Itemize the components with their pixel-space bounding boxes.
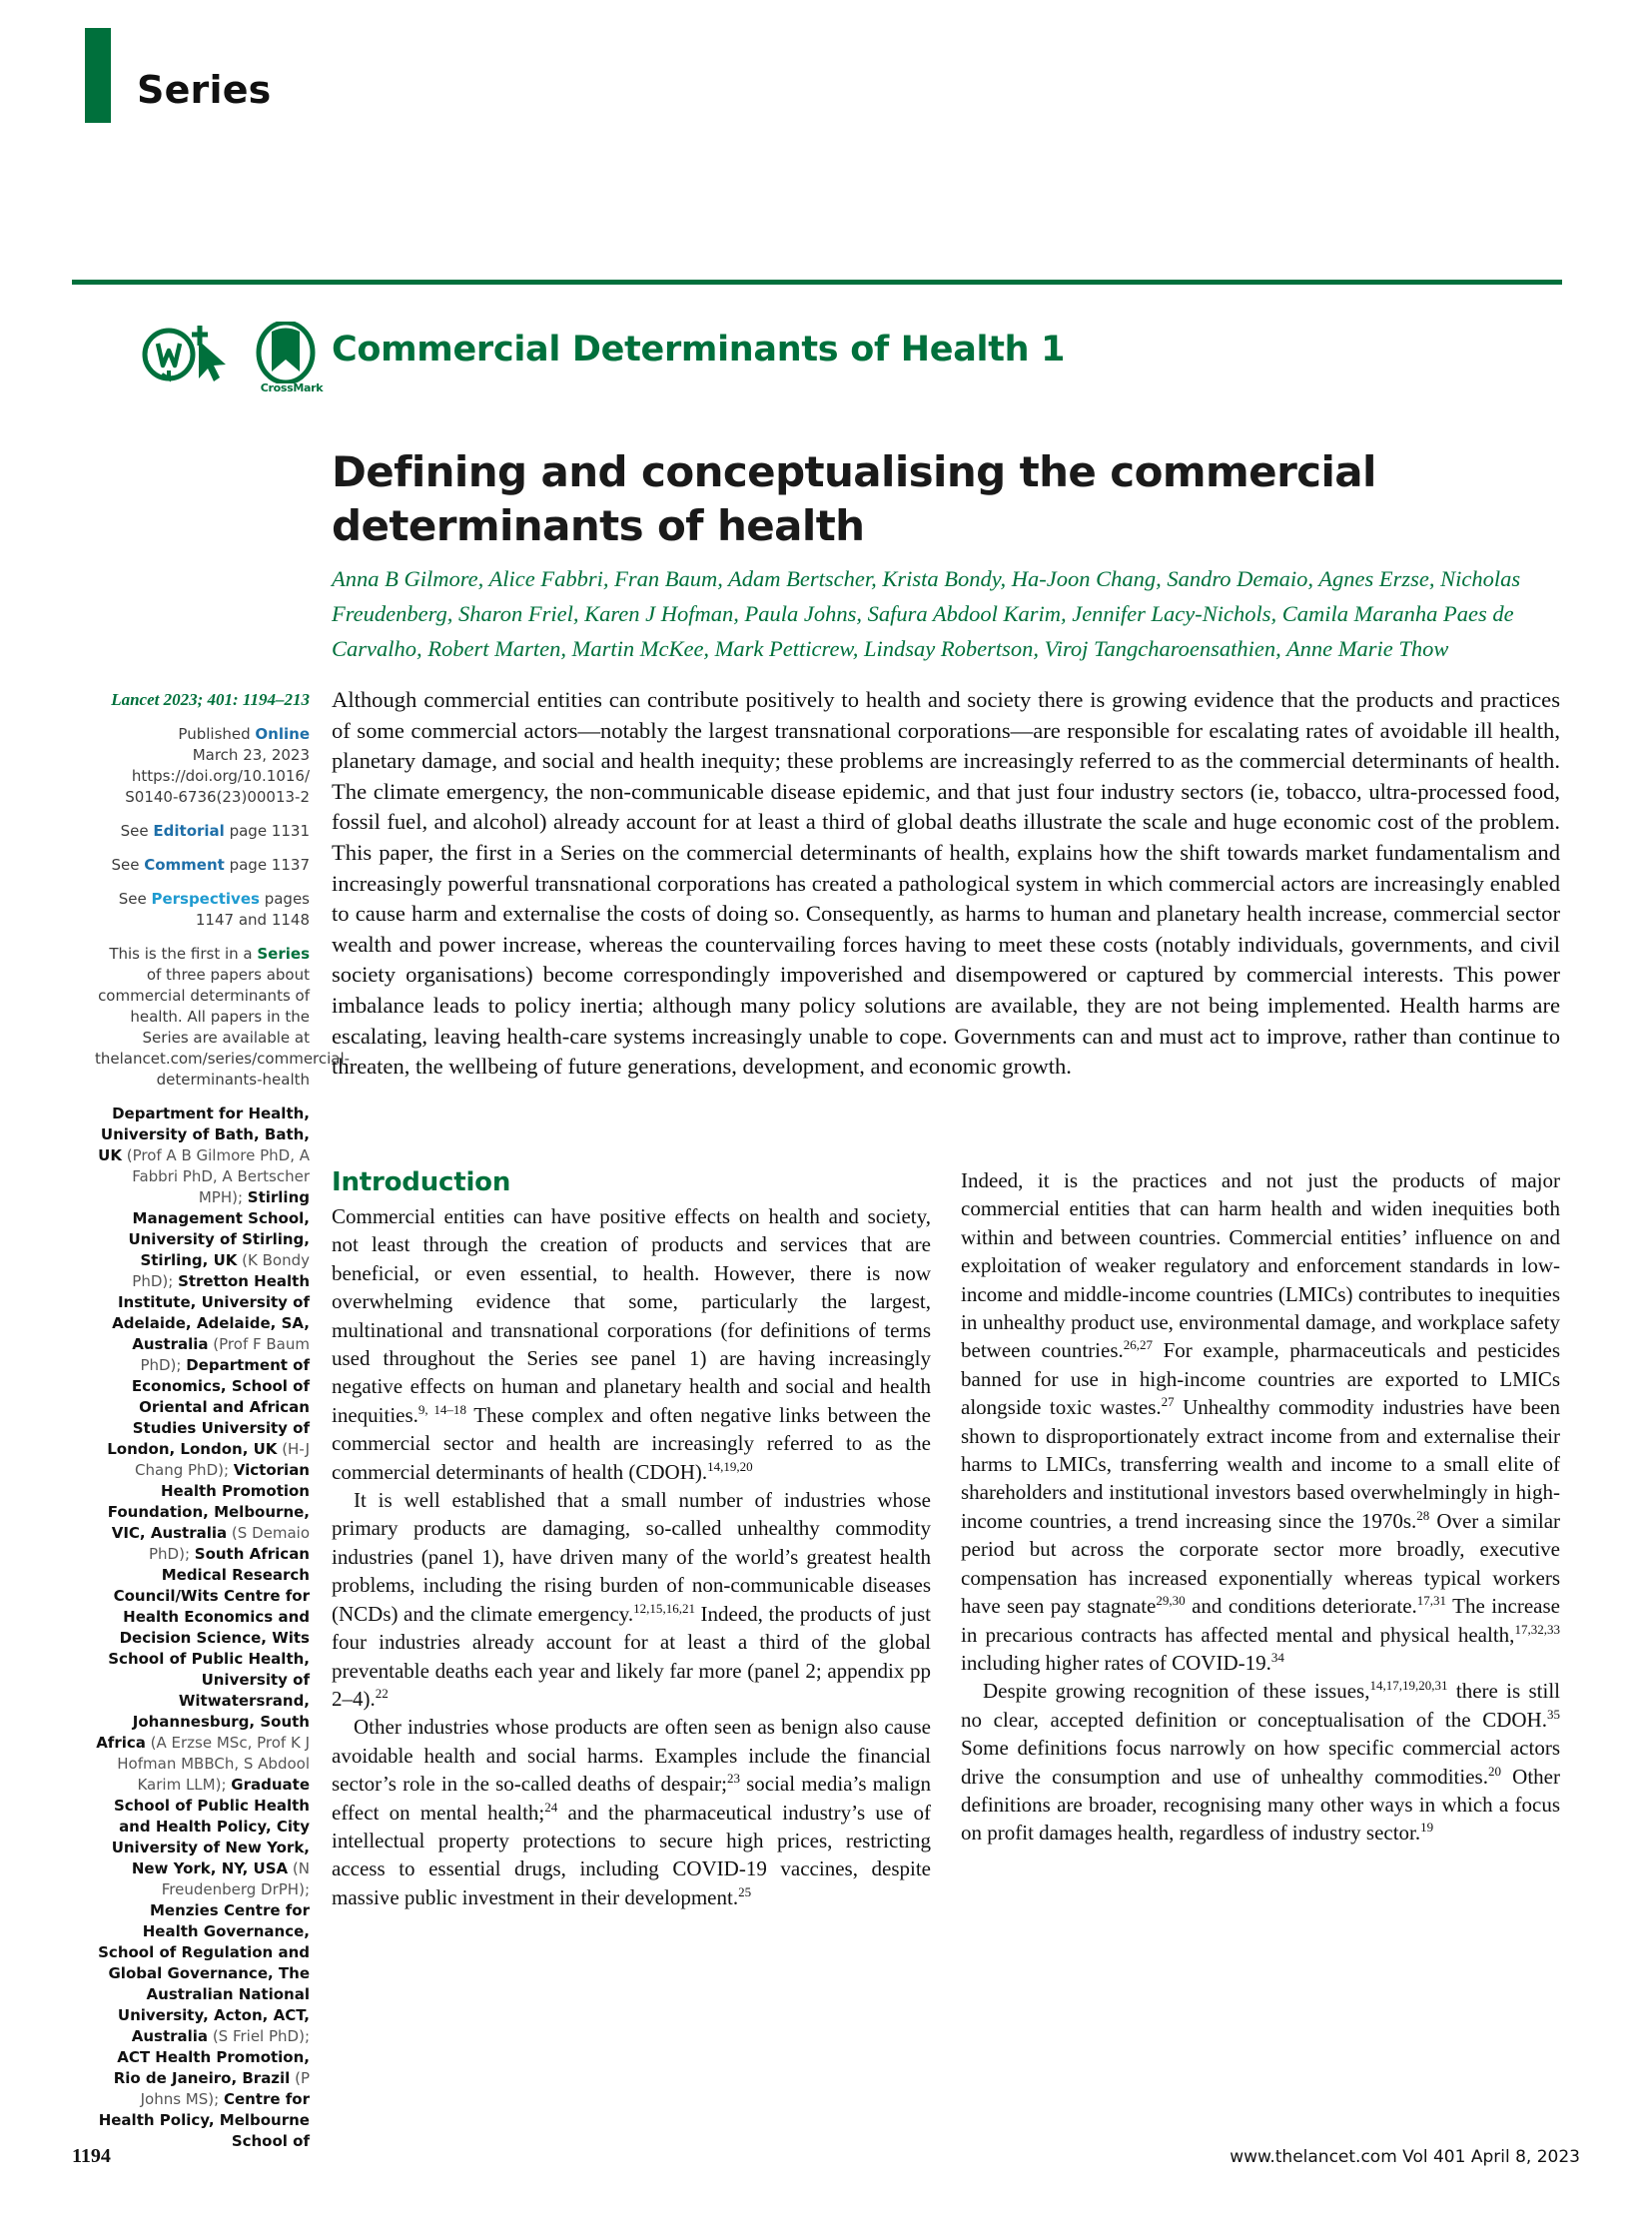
author-list: Anna B Gilmore, Alice Fabbri, Fran Baum, Adam Bertscher, Krista Bondy, Ha-Joon Chang, Sandro Demaio, Agnes Erzse, Nicholas Freudenberg, Sharon Friel, Karen J Hofman, Paula Johns, Safura Abdool Karim, Jennifer Lacy-Nichols, Camila Maranha Paes de Carvalho, Robert Marten, Martin McKee, Mark Petticrew, Lindsay Robertson, Viroj Tangcharoensathien, Anne Marie Thow <box>332 566 1521 661</box>
series-title: Commercial Determinants of Health 1 <box>332 330 1066 370</box>
section-heading-introduction: Introduction <box>332 1167 511 1197</box>
affiliation-org: South African Medical Research Council/Wits Centre for Health Economics and Decision Science, Wits School of Public Health, University of Witwatersrand, Johannesburg, South Africa <box>96 1545 310 1752</box>
header-divider-rule <box>72 280 1562 285</box>
running-head-accent-bar <box>85 28 111 123</box>
affiliation-org: Victorian Health Promotion Foundation, Melbourne, VIC, Australia <box>107 1461 310 1542</box>
abstract: Although commercial entities can contribute positively to health and society there is growing evidence that the products and practices of some commercial actors—notably the largest transnational corporations—are responsible for escalating rates of avoidable ill health, planetary damage, and social and health inequity; these problems are increasingly referred to as the commercial determinants of health. The climate emergency, the non-communicable disease epidemic, and that just four industry sectors (ie, tobacco, ultra-processed food, fossil fuel, and alcohol) already account for at least a third of global deaths illustrate the scale and huge economic cost of the problem. This paper, the first in a Series on the commercial determinants of health, explains how the shift towards market fundamentalism and increasingly powerful transnational corporations has created a pathological system in which commercial actors are increasingly enabled to cause harm and externalise the costs of doing so. Consequently, as harms to human and planetary health increase, commercial sector wealth and power increase, whereas the countervailing forces having to meet these costs (notably individuals, governments, and civil society organisations) become correspondingly impoverished and disempowered or captured by commercial interests. This power imbalance leads to policy inertia; although many policy solutions are available, they are not being implemented. Health harms are escalating, leaving health-care systems increasingly unable to cope. Governments can and must act to improve, rather than continue to threaten, the wellbeing of future generations, development, and economic growth. <box>332 687 1560 1080</box>
open-access-cursor-logo-icon[interactable] <box>142 324 242 390</box>
affiliations-block <box>95 1104 310 2152</box>
see-comment-suffix: page 1137 <box>224 856 310 874</box>
body-column-right <box>961 1166 1560 1848</box>
citation-line: Lancet 2023; 401: 1194–213 <box>111 690 310 709</box>
affiliation-people: (A Erzse MSc, Prof K J Hofman MBBCh, S Abdool Karim LLM); <box>117 1734 310 1794</box>
affiliation-org: Graduate School of Public Health and Health Policy, City University of New York, New York, NY, USA <box>111 1776 310 1877</box>
page-title: Defining and conceptualising the commercial determinants of health <box>332 447 1376 551</box>
body-paragraph: Despite growing recognition of these issues,$^{14,17,19,20,31}$ there is still no clear, accepted definition or conceptualisation of the CDOH.$^{35}$ Some definitions focus narrowly on how specific commercial actors drive the consumption and use of unhealthy commodities.$^{20}$ Other definitions are broader, recognising many other ways in which a focus on profit damages health, regardless of industry sector.$^{19}$ <box>961 1678 1560 1846</box>
see-perspectives-prefix: See <box>118 890 152 908</box>
running-head <box>85 28 1563 148</box>
crossmark-label: CrossMark <box>260 381 324 394</box>
right-column-paragraphs <box>961 1166 1560 1848</box>
crossmark-logo-icon[interactable] <box>250 322 322 388</box>
running-head-label: Series <box>137 68 272 112</box>
doi-line-2[interactable]: S0140-6736(23)00013-2 <box>125 788 310 806</box>
published-online <box>95 724 310 808</box>
affiliation-org: Centre for Health Policy, Melbourne School of <box>98 2090 310 2150</box>
body-paragraph: Other industries whose products are often seen as benign also cause avoidable health and social harms. Examples include the financial sector’s role in the so-called deaths of despair;$^{23}$ social media’s malign effect on mental health;$^{24}$ and the pharmaceutical industry’s use of intellectual property protections to secure high prices, restricting access to essential drugs, including COVID-19 vaccines, despite massive public investment in their development.$^{25}$ <box>332 1715 932 1909</box>
affiliation-org: Menzies Centre for Health Governance, School of Regulation and Global Governance, The Australian National University, Acton, ACT, Australia <box>98 1901 310 2045</box>
online-link[interactable]: Online <box>255 725 310 743</box>
affiliation-people: (P Johns MS); <box>140 2069 310 2108</box>
see-perspectives <box>95 889 310 931</box>
series-note <box>95 944 351 1091</box>
see-editorial-suffix: page 1131 <box>224 822 310 840</box>
margin-column <box>95 689 351 2165</box>
page-number: 1194 <box>72 2145 111 2167</box>
affiliation-org: Department for Health, University of Bath, Bath, UK <box>98 1105 310 1164</box>
series-note-prefix: This is the first in a <box>109 945 258 963</box>
affiliation-people: (S Demaio PhD); <box>148 1524 310 1563</box>
body-paragraph: It is well established that a small number of industries whose primary products are damaging, so-called unhealthy commodity industries (panel 1), have driven many of the world’s greatest health problems, including the rising burden of non-communicable diseases (NCDs) and the climate emergency.$^{12,15,16,21}$ Indeed, the products of just four industries already account for at least a third of the global preventable deaths each year and likely far more (panel 2; appendix pp 2–4).$^{22}$ <box>332 1488 932 1711</box>
see-perspectives-suffix: pages 1147 and 1148 <box>195 890 310 929</box>
affiliation-people: (K Bondy PhD); <box>132 1251 310 1290</box>
published-prefix: Published <box>178 725 256 743</box>
affiliation-org: Stirling Management School, University of Stirling, Stirling, UK <box>128 1188 310 1269</box>
affiliation-org: Stretton Health Institute, University of Adelaide, Adelaide, SA, Australia <box>112 1272 310 1353</box>
logo-group <box>142 318 322 397</box>
footer-source: www.thelancet.com Vol 401 April 8, 2023 <box>1230 2147 1580 2167</box>
editorial-link[interactable]: Editorial <box>153 822 225 840</box>
body-column-left <box>332 1166 931 1911</box>
body-paragraph: Indeed, it is the practices and not just the products of major commercial entities that can harm health and widen inequities both within and between countries. Commercial entities’ influence on and exploitation of weaker regulatory and enforcement standards in low-income and middle-income countries (LMICs) contributes to inequities in unhealthy product use, environmental damage, and workplace safety between countries.$^{26,27}$ For example, pharmaceuticals and pesticides banned for use in high-income countries are exported to LMICs alongside toxic wastes.$^{27}$ Unhealthy commodity industries have been shown to disproportionately extract income from and externalise their harms to LMICs, transferring wealth and income to a small elite of shareholders and institutional investors based overwhelmingly in high-income countries, a trend increasing since the 1970s.$^{28}$ Over a similar period but across the corporate sector more broadly, executive compensation has increased exponentially whereas typical workers have seen pay stagnate$^{29,30}$ and conditions deteriorate.$^{17,31}$ The increase in precarious contracts has affected mental and physical health,$^{17,32,33}$ including higher rates of COVID-19.34 <box>961 1168 1561 1675</box>
affiliation-people: (N Freudenberg DrPH); <box>161 1859 310 1898</box>
affiliation-people: (H-J Chang PhD); <box>135 1440 310 1479</box>
comment-link[interactable]: Comment <box>144 856 225 874</box>
see-comment <box>95 855 310 876</box>
series-note-suffix: of three papers about commercial determinants of health. All papers in the Series are available at thelancet.com/series/commercial-determinants-health <box>95 966 351 1089</box>
affiliation-people: (Prof A B Gilmore PhD, A Fabbri PhD, A Bertscher MPH); <box>121 1146 310 1206</box>
see-comment-prefix: See <box>111 856 145 874</box>
left-column-paragraphs <box>332 1202 931 1911</box>
affiliation-people: (Prof F Baum PhD); <box>140 1335 310 1374</box>
series-link[interactable]: Series <box>257 945 310 963</box>
see-editorial <box>95 821 310 842</box>
perspectives-link[interactable]: Perspectives <box>151 890 260 908</box>
affiliation-org: Department of Economics, School of Oriental and African Studies University of London, London, UK <box>107 1356 310 1458</box>
published-date: March 23, 2023 <box>192 746 310 764</box>
affiliation-org: ACT Health Promotion, Rio de Janeiro, Brazil <box>113 2048 310 2087</box>
affiliation-people: (S Friel PhD); <box>208 2027 310 2045</box>
body-paragraph: Commercial entities can have positive effects on health and society, not least through the creation of products and services that are beneficial, or even essential, to health. However, there is now overwhelming evidence that some, particularly the largest, multinational and transnational corporations (for definitions of terms used throughout the Series see panel 1) are having increasingly negative effects on human and planetary health and social and health inequities.$^{9, 14-18}$ These complex and often negative links between the commercial sector and health are increasingly referred to as the commercial determinants of health (CDOH).$^{14,19,20}$ <box>332 1204 931 1484</box>
see-editorial-prefix: See <box>120 822 154 840</box>
doi-line-1[interactable]: https://doi.org/10.1016/ <box>131 767 310 785</box>
